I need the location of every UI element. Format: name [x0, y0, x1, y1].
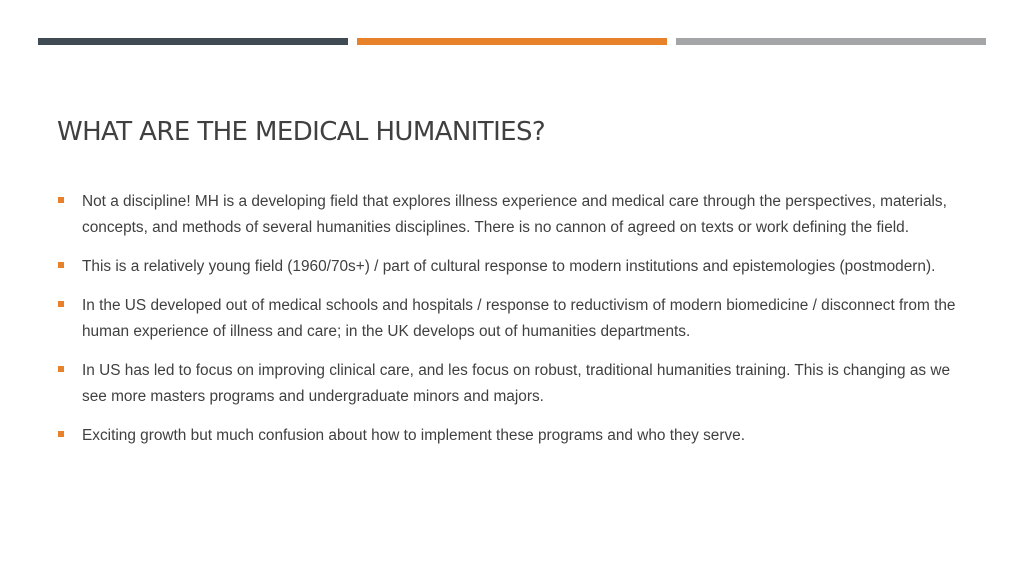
- bullet-list: [57, 189, 977, 462]
- bullet-text: In US has led to focus on improving clinical care, and les focus on robust, traditional humanities training. This is changing as we see more masters programs and undergraduate minors and majors.: [82, 362, 951, 405]
- accent-bar-dark: [38, 38, 348, 45]
- square-bullet-icon: [58, 366, 64, 372]
- bullet-item: [57, 254, 977, 280]
- accent-bar-gray: [676, 38, 986, 45]
- square-bullet-icon: [58, 197, 64, 203]
- square-bullet-icon: [58, 262, 64, 268]
- bullet-text: In the US developed out of medical schools and hospitals / response to reductivism of modern biomedicine / disconnect from the human experience of illness and care; in the UK develops out of humanities departments.: [82, 297, 956, 340]
- slide-title: WHAT ARE THE MEDICAL HUMANITIES?: [57, 117, 546, 147]
- square-bullet-icon: [58, 301, 64, 307]
- bullet-item: [57, 189, 977, 241]
- bullet-text: Not a discipline! MH is a developing field that explores illness experience and medical care through the perspectives, materials, concepts, and methods of several humanities disciplines. There is no cannon of agreed on texts or work defining the field.: [82, 193, 947, 236]
- accent-bar-orange: [357, 38, 667, 45]
- bullet-text: Exciting growth but much confusion about how to implement these programs and who they serve.: [82, 427, 746, 444]
- bullet-item: [57, 293, 977, 345]
- bullet-item: [57, 358, 977, 410]
- bullet-text: This is a relatively young field (1960/70s+) / part of cultural response to modern institutions and epistemologies (postmodern).: [82, 258, 936, 275]
- square-bullet-icon: [58, 431, 64, 437]
- bullet-item: [57, 423, 977, 449]
